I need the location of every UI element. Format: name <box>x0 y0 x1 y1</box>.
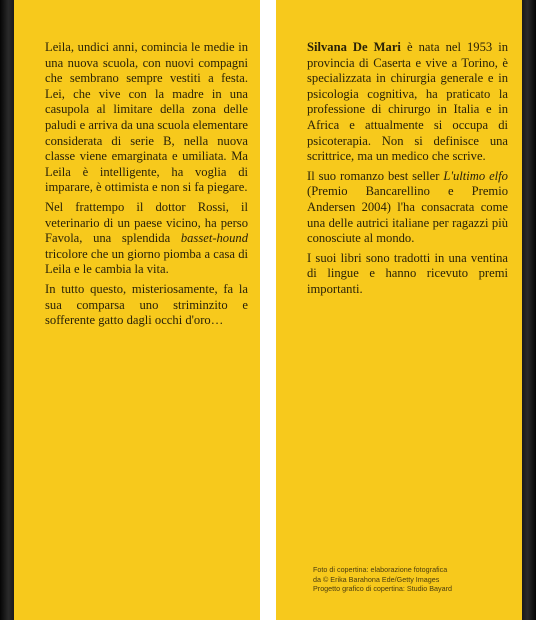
author-bio-paragraph-2 <box>307 169 508 247</box>
left-flap <box>14 0 260 620</box>
synopsis-paragraph-3 <box>45 282 248 329</box>
center-gutter <box>260 0 276 620</box>
author-bio-paragraph-3 <box>307 251 508 298</box>
book-title-italic: L'ultimo elfo <box>443 168 508 183</box>
synopsis-paragraph-2-text-b: tricolore che un giorno piomba a casa di Leila e le cambia la vita. <box>45 246 248 277</box>
breed-name-italic: basset-hound <box>180 231 248 246</box>
credits-line-3: Progetto grafico di copertina: Studio Bayard <box>313 584 453 594</box>
credits-line-1: Foto di copertina: elaborazione fotografica <box>313 565 448 574</box>
synopsis-paragraph-3-text: In tutto questo, misteriosamente, fa la sua comparsa uno striminzito e sofferente gatto dagli occhi d'oro… <box>45 281 248 328</box>
author-bio-paragraph-1-text: è nata nel 1953 in provincia di Caserta e vive a Torino, è specializzata in chirurgia generale e in psicologia cognitiva, ha praticato la professione di chirurgo in Italia e in Africa e attualmente si occupa di psicoterapia. Non si definisce una scrittrice, ma un medico che scrive. <box>307 40 508 164</box>
cover-credits <box>313 565 513 594</box>
author-bio-paragraph-2-text-a: Il suo romanzo best seller <box>307 168 444 183</box>
author-bio-paragraph-2-text-b: (Premio Bancarellino e Premio Andersen 2004) l'ha consacrata come una delle autrici italiane per ragazzi più conosciute al mondo. <box>307 184 508 246</box>
author-bio-paragraph-1 <box>307 40 508 165</box>
author-bio-paragraph-3-text: I suoi libri sono tradotti in una ventina di lingue e hanno ricevuto premi importanti. <box>307 250 508 296</box>
right-flap <box>276 0 522 620</box>
author-name: Silvana De Mari <box>307 40 401 54</box>
synopsis-paragraph-2-text-a: Nel frattempo il dottor Rossi, il veterinario di un paese vicino, ha perso Favola, una splendida <box>45 199 248 246</box>
synopsis-paragraph-2 <box>45 200 248 278</box>
right-edge-shadow <box>522 0 536 620</box>
credits-line-2: da © Erika Barahona Ede/Getty Images <box>313 574 440 584</box>
synopsis-paragraph-1-text: Leila, undici anni, comincia le medie in una nuova scuola, con nuovi compagni che sembrano sempre vestiti a festa. Lei, che vive con la madre in una casupola al limitare della zona delle paludi e arriva da una scuola elementare considerata di serie B, nella nuova classe viene emarginata e umiliata. Ma Leila è intelligente, ha voglia di imparare, è ottimista e non si fa piegare. <box>45 40 248 195</box>
synopsis-paragraph-1 <box>45 40 248 196</box>
left-edge-shadow <box>0 0 14 620</box>
